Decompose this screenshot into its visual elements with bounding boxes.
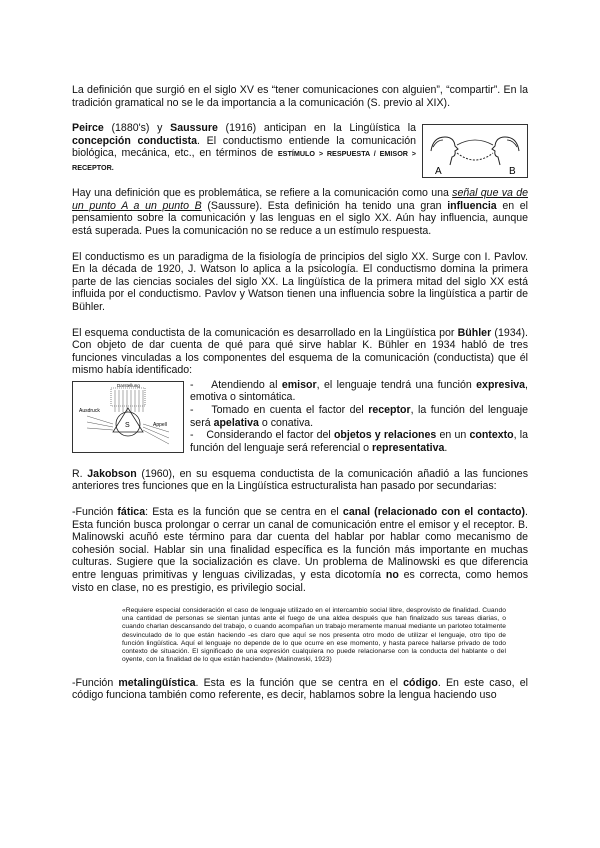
malinowski-quote: «Requiere especial consideración el caso de lenguaje utilizado en el intercambio social libre, desprovisto de finalidad. Cuando una cantidad de personas se sientan juntas ante el fuego de una aldea después que han finalizado sus tareas diarias, o cuando charlan descansando del trabajo, o cuando acompañan un trabajo meramente manual mediante un parloteo totalmente desvinculado de lo que están haciendo -es claro que aquí se nos presenta otro modo de utilizar el lenguaje, otro tipo de función lingüística. Aquí el lenguaje no depende de lo que ocurre en ese momento, y hasta parece hallarse privado de todo contexto de situación. El significado de una expresión cualquiera no puede relacionarse con la conducta del hablante o del oyente, con la finalidad de lo que están haciendo» (Malinowski, 1923) bbox=[122, 607, 506, 663]
organon-label-right: Appell bbox=[153, 421, 167, 428]
paragraph-definition: La definición que surgió en el siglo XV es “tener comunicaciones con alguien”, “compartir”. En la tradición gramatical no se le da importancia a la comunicación (S. previo al XIX). bbox=[72, 84, 528, 109]
paragraph-funcion-metalinguistica: -Función metalingüística. Esta es la función que se centra en el código. En este caso, el código funciona también como referente, es decir, hablamos sobre la lengua haciendo uso bbox=[72, 676, 528, 702]
organon-label-center: S bbox=[125, 421, 130, 429]
figure-label-a: A bbox=[435, 166, 442, 178]
buhler-functions bbox=[72, 379, 528, 455]
paragraph-buhler: El esquema conductista de la comunicación es desarrollado en la Lingüística por Bühler (1934). Con objeto de dar cuenta de qué para qué sirve hablar K. Bühler en 1934 habló de tres funciones vinculadas a los componentes del esquema de la comunicación (conductista) que él mismo había identificado: bbox=[72, 326, 528, 377]
bullet-emisor: - Atendiendo al emisor, el lenguaje tendrá una función expresiva, emotiva o sintomática. bbox=[190, 378, 528, 404]
organon-model-figure bbox=[72, 381, 184, 453]
organon-label-left: Ausdruck bbox=[79, 407, 100, 414]
sender-receiver-figure bbox=[422, 124, 528, 178]
paragraph-conductismo: El conductismo es un paradigma de la fisiología de principios del siglo XX. Surge con I. Pavlov. En la década de 1920, J. Watson lo aplica a la psicología. El conductismo domina la primera parte de las ciencias sociales del siglo XX. La lingüística de la primera mitad del siglo XX está influida por el conductismo. Pavlov y Watson tienen una influencia sobre la lingüística a partir de Bühler. bbox=[72, 250, 528, 313]
figure-label-b: B bbox=[509, 166, 516, 178]
paragraph-jakobson: R. Jakobson (1960), en su esquema conductista de la comunicación añadió a las funciones anteriores tres funciones que en la Lingüística estructuralista han pasado por secundarias: bbox=[72, 467, 528, 493]
document-page bbox=[72, 84, 528, 702]
bullet-receptor: - Tomado en cuenta el factor del receptor, la función del lenguaje será apelativa o conativa. bbox=[190, 404, 528, 429]
bullet-contexto: - Considerando el factor del objetos y relaciones en un contexto, la función del lenguaje será referencial o representativa. bbox=[190, 429, 528, 454]
paragraph-peirce-saussure: A B Peirce (1880's) y Saussure (1916) anticipan en la Lingüística la concepción conductista. El conductismo entiende la comunicación biológica, mecánica, etc., en términos de ESTÍMULO > RESPUESTA / EMISOR > RECEPTOR. Hay una definición que es problemática, se refiere a la comunicación como una señal que va de un punto A a un punto B (Saussure). Esta definición ha tenido una gran influencia en el pensamiento sobre la comunicación y las lenguas en el siglo XX. Aún hay influencia, aunque está superada. Pues la comunicación no se reduce a un estímulo respuesta. bbox=[72, 122, 529, 237]
paragraph-funcion-fatica: -Función fática: Esta es la función que se centra en el canal (relacionado con el contacto). Esta función busca prolongar o cerrar un canal de comunicación entre el emisor y el receptor. B. Malinowski acuñó este término para dar cuenta del hablar por hablar como mecanismo de cohesión social. Hablar sin una finalidad específica es la función más importante en muchas culturas. Sugiere que la socialización es clave. Un problema de Malinowski es que diferencia entre lenguas primitivas y lenguas civilizadas, y esta dicotomía no es correcta, como hemos visto en clase, no es prestigio, es privilegio social. bbox=[72, 506, 528, 594]
organon-label-top: Darstellung bbox=[117, 382, 140, 388]
